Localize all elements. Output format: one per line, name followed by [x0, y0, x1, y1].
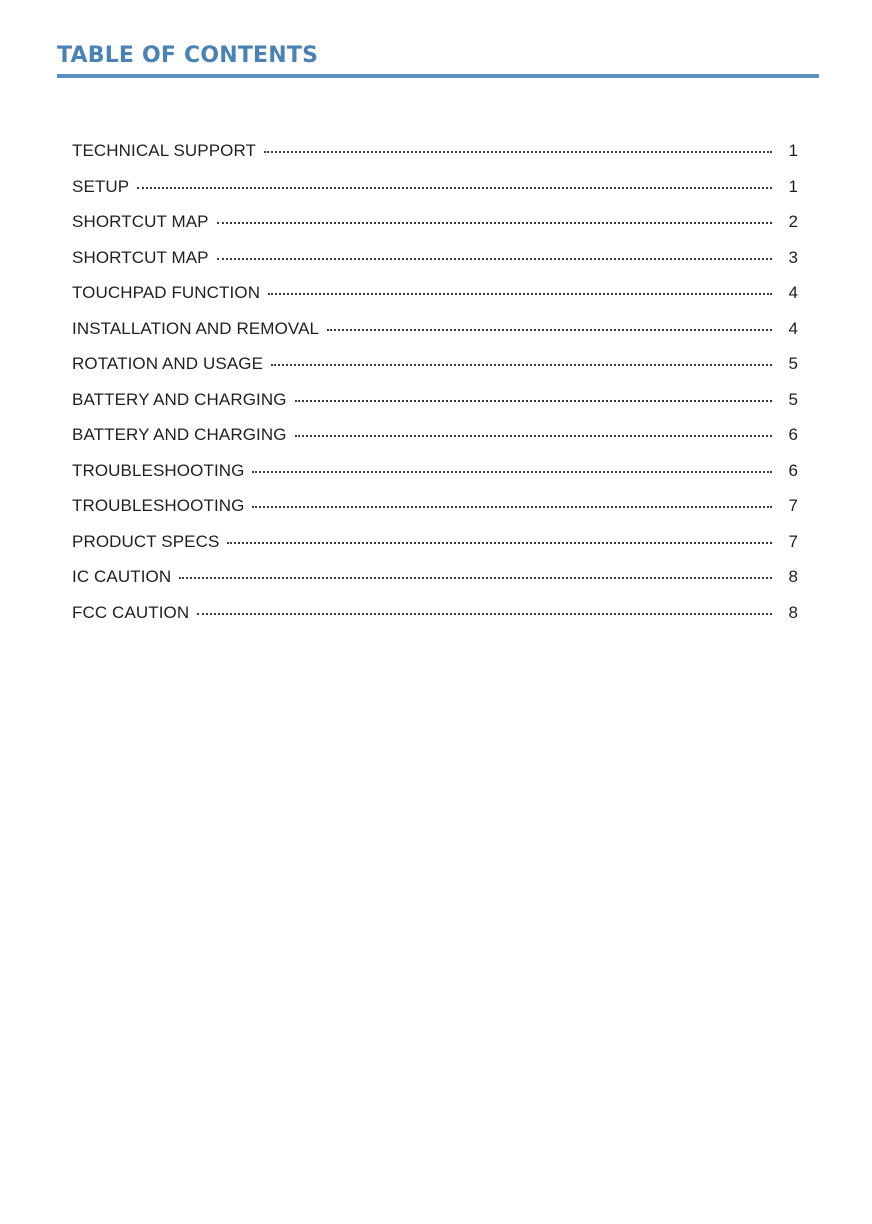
toc-entry[interactable]	[72, 212, 798, 248]
title-divider	[57, 74, 819, 78]
toc-entry[interactable]	[72, 248, 798, 284]
toc-entry-page: 2	[788, 212, 798, 231]
toc-entry-label: TECHNICAL SUPPORT	[72, 141, 257, 160]
toc-entry-page: 1	[788, 176, 798, 196]
toc-entry-label: PRODUCT SPECS	[72, 531, 220, 551]
toc-entry-label: BATTERY AND CHARGING	[72, 389, 287, 409]
dot-leader	[252, 506, 772, 508]
dot-leader	[271, 364, 772, 366]
toc-entry[interactable]	[72, 177, 798, 213]
toc-entry-label: TROUBLESHOOTING	[72, 460, 245, 480]
dot-leader	[295, 400, 772, 402]
toc-entry-page: 1	[788, 141, 798, 160]
toc-entry-page: 3	[788, 247, 798, 267]
toc-entry-page: 7	[788, 496, 798, 515]
dot-leader	[217, 222, 772, 224]
toc-entry[interactable]	[72, 461, 798, 497]
toc-entry[interactable]	[72, 319, 798, 355]
dot-leader	[197, 613, 772, 615]
dot-leader	[268, 293, 772, 295]
toc-entry-page: 8	[788, 602, 798, 622]
toc-entry-label: TROUBLESHOOTING	[72, 496, 245, 515]
toc-entry-page: 8	[788, 567, 798, 586]
toc-entry-page: 4	[788, 283, 798, 302]
toc-entry-label: TOUCHPAD FUNCTION	[72, 283, 261, 302]
toc-entry[interactable]	[72, 496, 798, 532]
toc-entry-page: 6	[788, 425, 798, 444]
toc-entry[interactable]	[72, 567, 798, 603]
toc-entry[interactable]	[72, 532, 798, 568]
toc-entry-page: 5	[788, 354, 798, 373]
toc-entry-page: 4	[788, 318, 798, 338]
dot-leader	[264, 151, 772, 153]
toc-entry[interactable]	[72, 390, 798, 426]
toc-entry-page: 6	[788, 460, 798, 480]
toc-entry-page: 7	[788, 531, 798, 551]
toc-entry-label: INSTALLATION AND REMOVAL	[72, 318, 320, 338]
toc-entry-label: IC CAUTION	[72, 567, 172, 586]
dot-leader	[217, 258, 772, 260]
toc-entry-label: SHORTCUT MAP	[72, 212, 209, 231]
dot-leader	[137, 187, 772, 189]
dot-leader	[327, 329, 772, 331]
toc-entry[interactable]	[72, 283, 798, 319]
toc-entry[interactable]	[72, 425, 798, 461]
toc-entry[interactable]	[72, 141, 798, 177]
table-of-contents	[72, 141, 798, 638]
dot-leader	[295, 435, 772, 437]
dot-leader	[252, 471, 772, 473]
toc-entry[interactable]	[72, 354, 798, 390]
toc-entry-label: FCC CAUTION	[72, 602, 190, 622]
dot-leader	[227, 542, 772, 544]
toc-entry-page: 5	[788, 389, 798, 409]
toc-entry-label: BATTERY AND CHARGING	[72, 425, 287, 444]
toc-entry-label: ROTATION AND USAGE	[72, 354, 264, 373]
page-title: TABLE OF CONTENTS	[57, 43, 319, 68]
toc-entry-label: SETUP	[72, 176, 130, 196]
toc-entry[interactable]	[72, 603, 798, 639]
dot-leader	[179, 577, 772, 579]
toc-entry-label: SHORTCUT MAP	[72, 247, 209, 267]
